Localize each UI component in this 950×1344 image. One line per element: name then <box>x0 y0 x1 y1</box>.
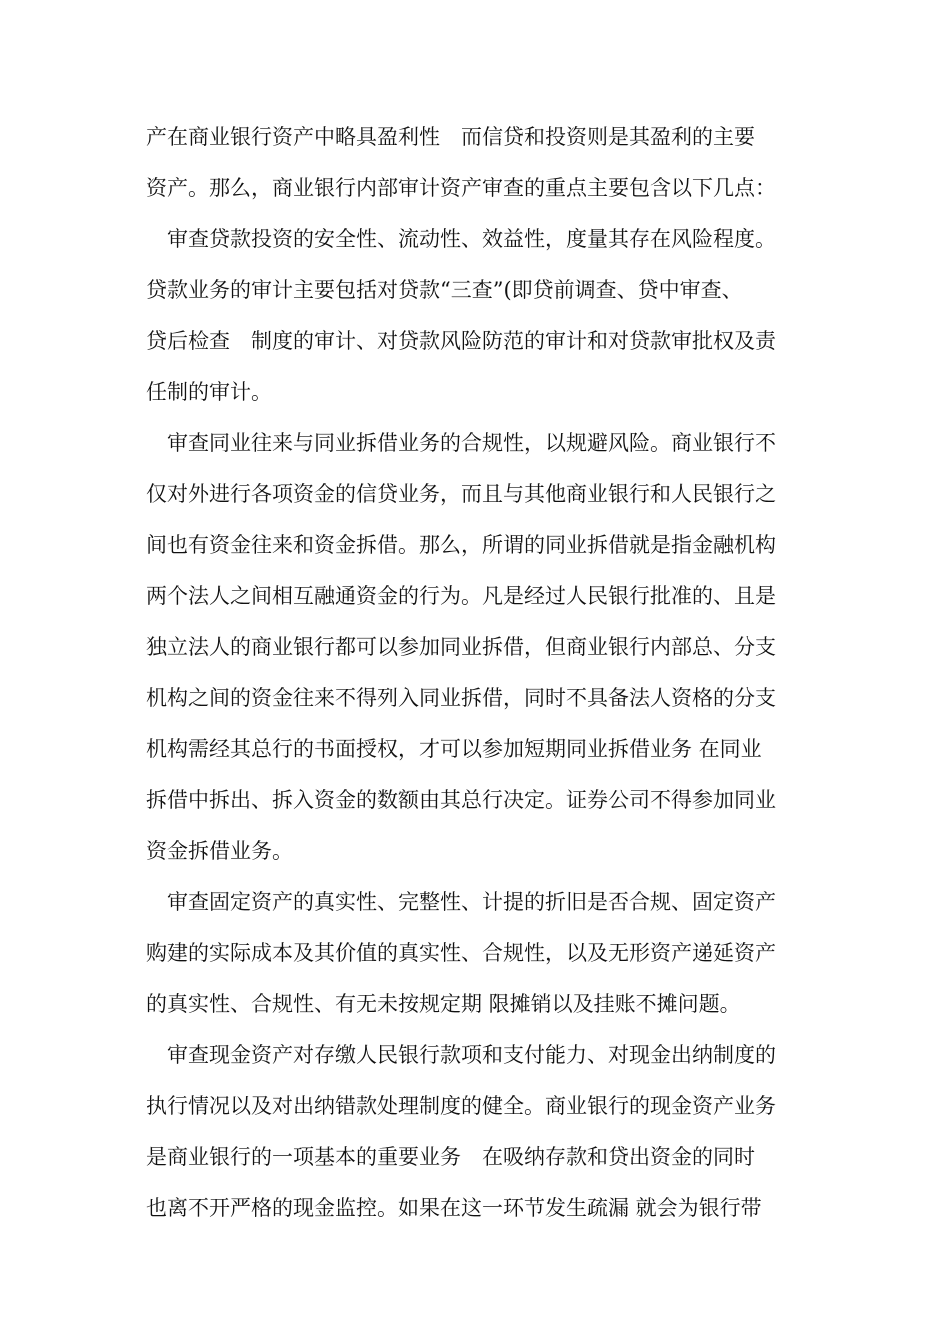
text-line: 资产。那么，商业银行内部审计资产审查的重点主要包含以下几点： <box>146 176 776 200</box>
paragraph-start-line: 审查贷款投资的安全性、流动性、效益性，度量其存在风险程度。 <box>167 227 776 251</box>
text-line: 产在商业银行资产中略具盈利性 而信贷和投资则是其盈利的主要 <box>146 125 755 149</box>
text-line: 机构之间的资金往来不得列入同业拆借，同时不具备法人资格的分支 <box>146 686 776 710</box>
text-line: 执行情况以及对出纳错款处理制度的健全。商业银行的现金资产业务 <box>146 1094 776 1118</box>
paragraph-start-line: 审查同业往来与同业拆借业务的合规性，以规避风险。商业银行不 <box>167 431 776 455</box>
text-line: 间也有资金往来和资金拆借。那么，所谓的同业拆借就是指金融机构 <box>146 533 776 557</box>
text-line: 贷后检查 制度的审计、对贷款风险防范的审计和对贷款审批权及责 <box>146 329 776 353</box>
text-line: 也离不开严格的现金监控。如果在这一环节发生疏漏 就会为银行带 <box>146 1196 762 1220</box>
paragraph-start-line: 审查固定资产的真实性、完整性、计提的折旧是否合规、固定资产 <box>167 890 776 914</box>
text-line: 独立法人的商业银行都可以参加同业拆借，但商业银行内部总、分支 <box>146 635 776 659</box>
text-line: 两个法人之间相互融通资金的行为。凡是经过人民银行批准的、且是 <box>146 584 776 608</box>
text-line: 机构需经其总行的书面授权，才可以参加短期同业拆借业务 在同业 <box>146 737 762 761</box>
text-line: 资金拆借业务。 <box>146 839 293 863</box>
text-line: 拆借中拆出、拆入资金的数额由其总行决定。证券公司不得参加同业 <box>146 788 776 812</box>
paragraph-start-line: 审查现金资产对存缴人民银行款项和支付能力、对现金出纳制度的 <box>167 1043 776 1067</box>
body-text <box>146 112 816 1234</box>
text-line: 的真实性、合规性、有无未按规定期 限摊销以及挂账不摊问题。 <box>146 992 741 1016</box>
text-line: 仅对外进行各项资金的信贷业务，而且与其他商业银行和人民银行之 <box>146 482 776 506</box>
text-line: 是商业银行的一项基本的重要业务 在吸纳存款和贷出资金的同时 <box>146 1145 755 1169</box>
text-line: 任制的审计。 <box>146 380 272 404</box>
text-line: 贷款业务的审计主要包括对贷款“三查”(即贷前调查、贷中审查、 <box>146 278 743 302</box>
text-line: 购建的实际成本及其价值的真实性、合规性，以及无形资产递延资产 <box>146 941 776 965</box>
